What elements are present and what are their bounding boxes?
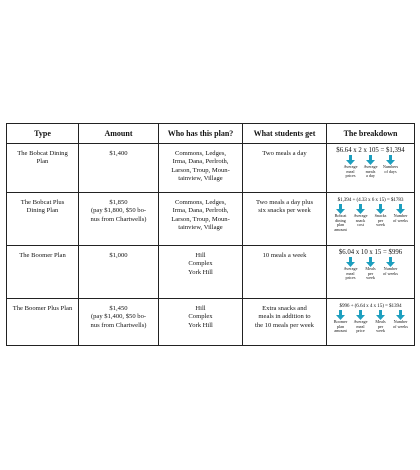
term-line: Boomer [333,319,348,324]
cell-line: Two meals a day plus [255,199,314,206]
cell-line: tainview, Village [178,224,223,232]
term-line: of days [384,168,397,174]
term-line: per [367,270,374,276]
cell-amount [79,299,159,346]
term-line: snack [355,217,366,223]
cell-line: Irma, Dana, Perlroth, [172,158,229,166]
breakdown-term [361,155,381,179]
cell-gets [243,144,327,193]
term-line: Average [353,213,368,218]
cell-breakdown [327,299,415,346]
dining-plans-table [6,123,415,346]
term-line: plan [336,222,345,228]
term-line: cost [357,222,364,228]
term-line: week [376,222,385,228]
term-line: price [356,328,365,334]
cell-line: Commons, Ledges, [174,199,227,206]
cell-type [7,246,79,299]
cell-type [7,193,79,246]
cell-line: Plan [36,158,49,166]
cell-line: Irma, Dana, Perlroth, [172,207,229,215]
header-amount: Amount [79,124,159,144]
breakdown-term [391,310,411,334]
cell-amount [79,144,159,193]
breakdown-term [381,155,401,179]
cell-line: The Boomer Plus Plan [12,305,73,312]
cell-line: the 10 meals per week [255,321,314,329]
breakdown-term [381,257,401,281]
cell-who [159,144,243,193]
table-row [7,193,415,246]
cell-line: Commons, Ledges, [174,150,227,157]
cell-who [159,246,243,299]
cell-amount [79,193,159,246]
cell-line: The Bobcat Plus [20,199,65,206]
breakdown-terms [341,155,401,179]
term-line: of weeks [393,217,408,223]
cell-line: The Boomer Plan [19,252,66,259]
term-line: Number [383,266,398,271]
cell-line: (pay $1,800, $50 bo- [90,207,147,215]
breakdown-equation: $6.04 x 10 x 15 = $996 [338,249,403,256]
cell-line: Hill [195,305,206,312]
cell-line: tainview, Village [178,175,223,183]
cell-line: nus from Chartwells) [90,321,147,329]
header-row [7,124,415,144]
term-line: Numbers [382,164,399,169]
cell-line: York Hill [188,268,213,276]
breakdown-equation: $996 + (6.64 x 4 x 15) = $1394 [339,303,402,309]
term-line: meal [346,270,355,276]
cell-line: nus from Chartwells) [90,215,147,223]
breakdown-equation: $1,394 + (4.33 x 6 x 15) = $1783 [337,197,404,203]
breakdown-equation: $6.64 x 2 x 105 = $1,394 [336,147,405,154]
cell-gets [243,193,327,246]
header-gets: What students get [243,124,327,144]
cell-line: Larson, Troup, Moun- [171,215,230,223]
cell-breakdown [327,246,415,299]
cell-line: The Bobcat Dining [17,150,68,157]
header-breakdown: The breakdown [327,124,415,144]
term-line: Number [393,213,408,218]
cell-line: Two meals a day [262,150,307,157]
term-line: plan [336,323,345,329]
cell-line: Complex [188,260,213,268]
breakdown-term [331,310,351,334]
breakdown-term [391,204,411,232]
breakdown-term [361,257,381,281]
term-line: Average [353,319,368,324]
term-line: per [377,217,384,223]
cell-line: $1,850 [109,199,128,206]
breakdown-terms [341,257,401,281]
cell-line: six snacks per week [258,207,311,215]
breakdown-term [341,257,361,281]
header-type: Type [7,124,79,144]
term-line: prices [345,275,356,281]
cell-line: Complex [188,313,213,321]
term-line: Number [393,319,408,324]
term-line: week [366,275,375,281]
breakdown-terms [331,204,411,232]
breakdown-term [331,204,351,232]
table-row [7,144,415,193]
cell-line: $1,450 [109,305,128,312]
table-row [7,299,415,346]
cell-line: Extra snacks and [262,305,307,312]
term-line: Snacks [374,213,387,218]
term-line: prices [345,173,356,179]
cell-gets [243,299,327,346]
cell-line: $1,000 [109,252,128,259]
breakdown-term [351,204,371,232]
table-row [7,246,415,299]
term-line: Average [363,164,378,169]
term-line: week [376,328,385,334]
breakdown-term [351,310,371,334]
cell-breakdown [327,144,415,193]
cell-who [159,299,243,346]
term-line: a day [366,173,375,179]
term-line: dining [335,217,346,223]
breakdown-terms [331,310,411,334]
term-line: Average [343,266,358,271]
cell-line: meals in addition to [258,313,311,321]
cell-line: $1,400 [109,150,128,157]
cell-line: (pay $1,400, $50 bo- [90,313,147,321]
term-line: of weeks [383,270,398,276]
cell-breakdown [327,193,415,246]
term-line: meals [365,168,376,174]
term-line: Average [343,164,358,169]
term-line: Meals [375,319,386,324]
breakdown-term [371,204,391,232]
cell-who [159,193,243,246]
term-line: amount [334,226,347,232]
cell-type [7,299,79,346]
cell-amount [79,246,159,299]
cell-line: Larson, Troup, Moun- [171,166,230,174]
breakdown-term [371,310,391,334]
cell-type [7,144,79,193]
cell-line: Hill [195,252,206,259]
term-line: meal [346,168,355,174]
cell-gets [243,246,327,299]
term-line: amount [334,328,347,334]
cell-line: York Hill [188,321,213,329]
term-line: Meals [365,266,376,271]
cell-line: Dining Plan [26,207,59,215]
term-line: per [377,323,384,329]
term-line: Bobcat [334,213,347,218]
term-line: of weeks [393,323,408,329]
breakdown-term [341,155,361,179]
term-line: meal [356,323,365,329]
cell-line: 10 meals a week [262,252,307,259]
header-who: Who has this plan? [159,124,243,144]
